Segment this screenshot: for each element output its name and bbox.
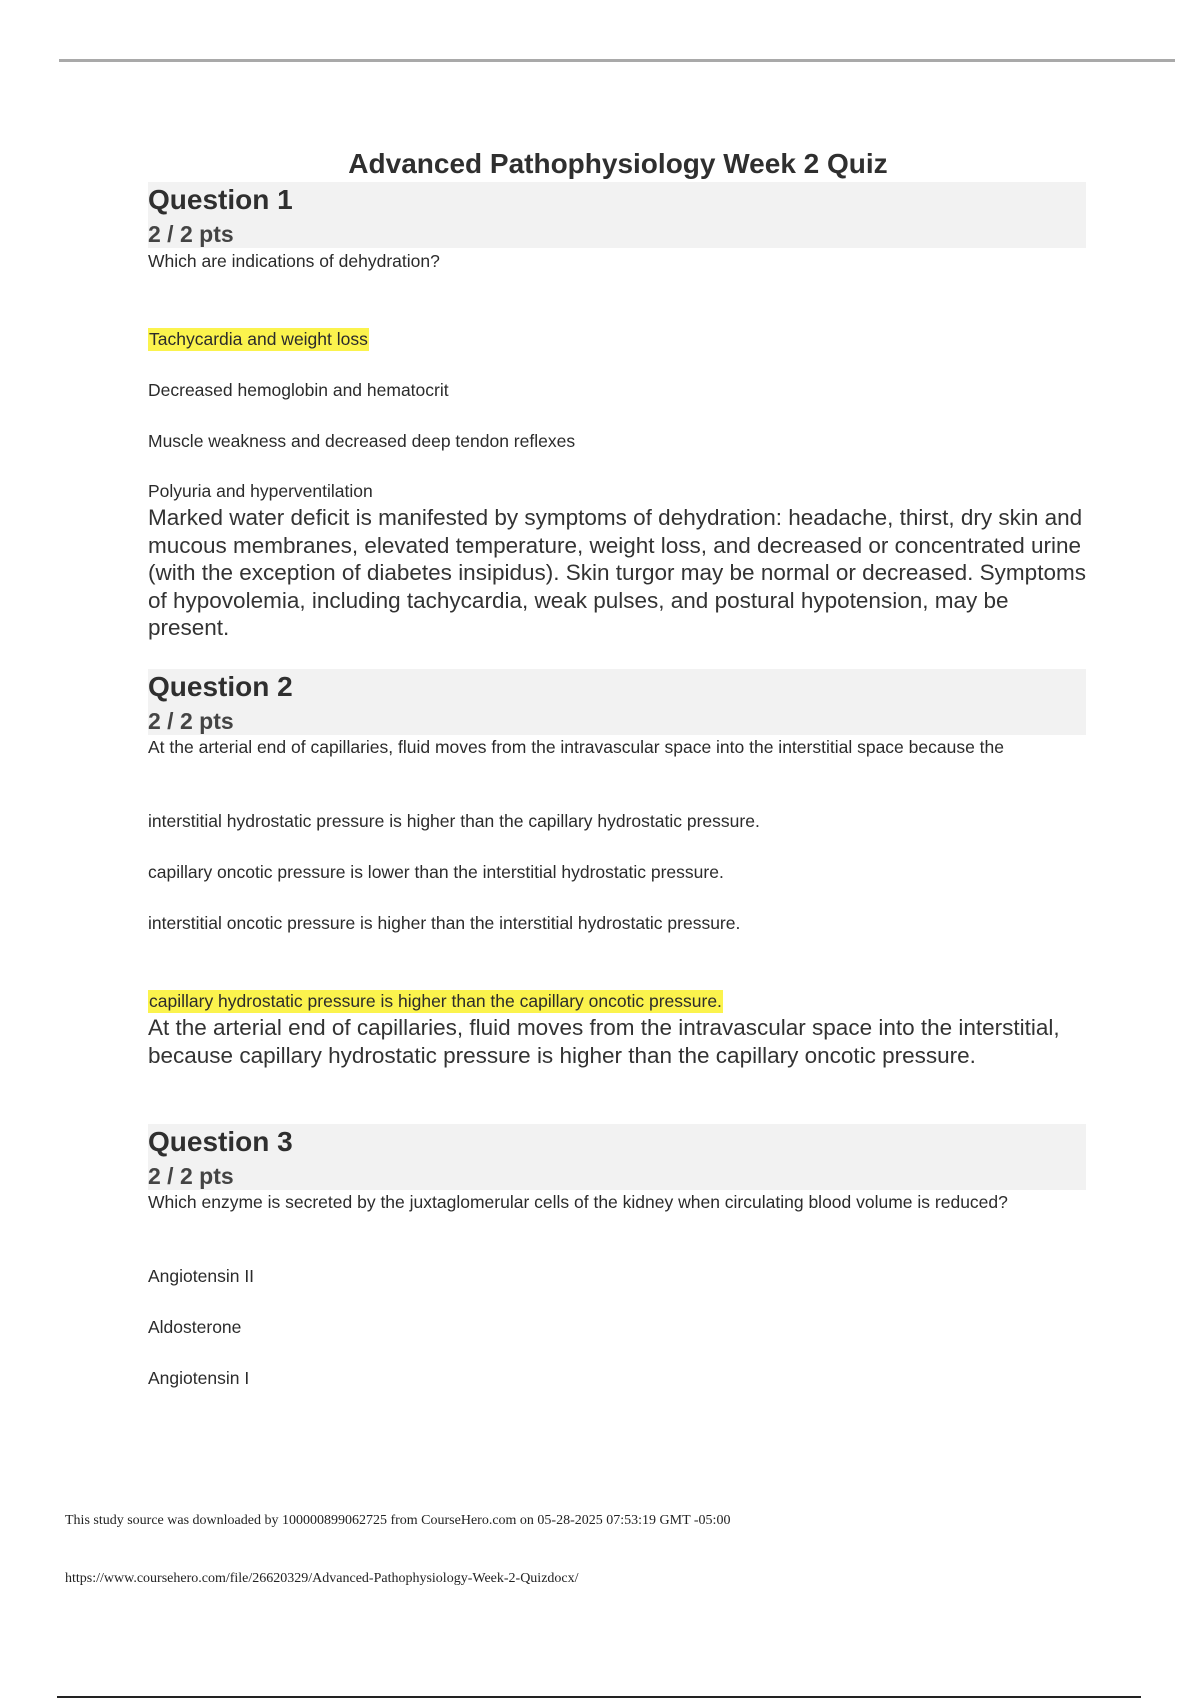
question-3-answer-1[interactable]: Angiotensin II bbox=[148, 1266, 255, 1286]
question-2-title: Question 2 bbox=[148, 671, 293, 702]
document-title: Advanced Pathophysiology Week 2 Quiz bbox=[348, 148, 888, 179]
question-2-points: 2 / 2 pts bbox=[148, 708, 234, 734]
question-1-answer-4[interactable]: Polyuria and hyperventilation bbox=[148, 481, 373, 501]
question-3-answer-2[interactable]: Aldosterone bbox=[148, 1317, 242, 1337]
top-rule bbox=[59, 59, 1175, 62]
question-1-points: 2 / 2 pts bbox=[148, 221, 234, 247]
question-2-explanation: At the arterial end of capillaries, fluid moves from the intravascular space into the interstitial, because capillary hydrostatic pressure is higher than the capillary oncotic pressure. bbox=[148, 1015, 1060, 1068]
question-1-text: Which are indications of dehydration? bbox=[148, 251, 440, 271]
question-3-points: 2 / 2 pts bbox=[148, 1163, 234, 1189]
question-1-title: Question 1 bbox=[148, 184, 293, 215]
question-3-answer-3[interactable]: Angiotensin I bbox=[148, 1368, 250, 1388]
question-3-text: Which enzyme is secreted by the juxtaglomerular cells of the kidney when circulating blood volume is reduced? bbox=[148, 1192, 1008, 1212]
question-1-answer-3[interactable]: Muscle weakness and decreased deep tendon reflexes bbox=[148, 431, 576, 451]
question-1-answer-1[interactable]: Tachycardia and weight loss bbox=[149, 329, 368, 349]
bottom-rule bbox=[57, 1696, 1141, 1698]
source-url[interactable]: https://www.coursehero.com/file/26620329/Advanced-Pathophysiology-Week-2-Quizdocx/ bbox=[65, 1571, 579, 1586]
question-2-answer-3[interactable]: interstitial oncotic pressure is higher than the interstitial hydrostatic pressure. bbox=[148, 913, 741, 933]
question-2-answer-1[interactable]: interstitial hydrostatic pressure is higher than the capillary hydrostatic pressure. bbox=[148, 811, 760, 831]
question-2-text: At the arterial end of capillaries, fluid moves from the intravascular space into the interstitial space because the bbox=[148, 737, 1004, 757]
question-1-answer-2[interactable]: Decreased hemoglobin and hematocrit bbox=[148, 380, 449, 400]
question-2-answer-2[interactable]: capillary oncotic pressure is lower than the interstitial hydrostatic pressure. bbox=[148, 862, 724, 882]
question-2-answer-4[interactable]: capillary hydrostatic pressure is higher than the capillary oncotic pressure. bbox=[149, 991, 722, 1011]
question-1-explanation: Marked water deficit is manifested by symptoms of dehydration: headache, thirst, dry skin and mucous membranes, elevated temperature, weight loss, and decreased or concentrated urine (with the exception of diabetes insipidus). Skin turgor may be normal or decreased. Symptoms of hypovolemia, including tachycardia, weak pulses, and postural hypotension, may be present. bbox=[148, 505, 1086, 640]
download-notice: This study source was downloaded by 100000899062725 from CourseHero.com on 05-28-2025 07:53:19 GMT -05:00 bbox=[65, 1513, 731, 1528]
question-3-title: Question 3 bbox=[148, 1126, 293, 1157]
